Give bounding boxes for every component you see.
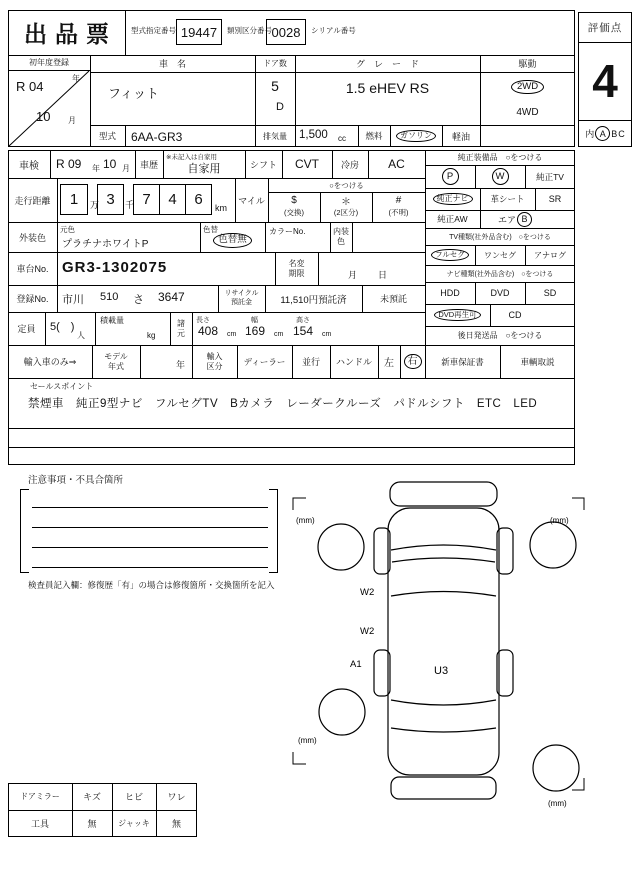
windshield-top-line <box>392 558 495 562</box>
power-window-cell <box>475 165 525 188</box>
sales-point-label: セールスポイント <box>30 382 94 391</box>
divider <box>8 428 575 429</box>
ac-value: AC <box>388 157 405 171</box>
mm-label-rear-left: (mm) <box>298 736 317 745</box>
divider <box>352 222 353 252</box>
sales-point-text: 禁煙車 純正9型ナビ フルセグTV Bカメラ レーダークルーズ パドルシフト ETC LED <box>28 398 538 410</box>
tv-type-header: TV種類(社外品含む) ○をつける <box>449 233 551 241</box>
legend-jack-none: 無 <box>171 819 181 829</box>
recycle-alt: 未預託 <box>379 294 407 304</box>
airbag-cell <box>480 210 550 228</box>
history-label: 車歴 <box>139 159 158 170</box>
interior-grade-row <box>578 120 632 147</box>
shaken-era: R 09 <box>56 157 82 171</box>
interior-grade-b: B <box>611 128 618 139</box>
divider <box>125 10 126 55</box>
mm-label-front-right: (mm) <box>550 516 569 525</box>
new-car-warranty: 新車保証書 <box>441 356 484 367</box>
history-value: 自家用 <box>187 163 221 175</box>
divider <box>8 252 426 253</box>
corner-mark-bottom-right <box>572 778 584 790</box>
first-reg-month-label: 月 <box>68 116 76 125</box>
notes-bracket-right <box>269 489 278 573</box>
damage-code-a1: A1 <box>350 659 362 670</box>
width-label: 幅 <box>251 317 258 324</box>
serial-label: シリアル番号 <box>311 26 356 35</box>
dvd-play-cell <box>425 304 490 326</box>
mileage-man-label: 万 <box>90 200 100 210</box>
power-window-circled: W <box>492 168 509 185</box>
divider <box>140 345 141 378</box>
length-unit: cm <box>227 331 237 338</box>
chassis-label: 車台No. <box>16 264 49 274</box>
inspector-note: 検査員記入欄：修復歴「有」の場合は修復箇所・交換箇所を記入 <box>28 580 275 590</box>
import-parallel: 並行 <box>301 357 320 367</box>
tread-circle-front-left <box>318 524 364 570</box>
mm-label-rear-right: (mm) <box>548 799 567 808</box>
vehicle-manual: 車輌取説 <box>520 356 555 367</box>
load-unit: kg <box>147 331 156 340</box>
legend-tools-none: 無 <box>87 819 97 829</box>
registration-number: 3647 <box>158 290 185 304</box>
mile-label: マイル <box>238 195 265 206</box>
mile-circle-note: ○をつける <box>329 181 364 190</box>
height-value: 154 <box>293 324 314 338</box>
first-reg-era-value: R 04 <box>16 79 44 94</box>
tread-circle-rear-right <box>533 745 579 791</box>
corner-mark-top-left <box>293 498 306 510</box>
damage-code-w2-1: W2 <box>360 587 375 598</box>
mileage-sen-label: 千 <box>125 200 135 210</box>
first-reg-month-value: 10 <box>36 109 51 124</box>
legend-door-mirror: ドアミラー <box>20 792 60 801</box>
score-value: 4 <box>592 55 618 107</box>
divider <box>57 285 58 312</box>
divider <box>57 252 58 285</box>
notes-bracket-left <box>20 489 29 573</box>
legend-scratch: キズ <box>83 792 101 802</box>
navi-dvd: DVD <box>490 288 510 298</box>
divider <box>192 312 193 345</box>
legend-crack: ヒビ <box>124 792 143 802</box>
model-code-value: 19447 <box>176 19 222 45</box>
corner-mark-bottom-left <box>293 752 306 764</box>
fuel-label: 燃料 <box>365 131 383 141</box>
power-steering-cell <box>425 165 475 188</box>
model-year-label-cell <box>92 345 140 378</box>
damage-code-u3: U3 <box>434 665 449 677</box>
orig-color-label: 元色 <box>60 225 75 234</box>
class-code-label: 類別区分番号 <box>227 26 272 35</box>
fuel-gasoline-circled: ガソリン <box>396 130 436 143</box>
car-name-value: フィット <box>108 86 159 101</box>
first-reg-label: 初年度登録 <box>29 58 69 67</box>
fullseg-circled: フルセグ <box>431 249 469 261</box>
rear-window-base-line <box>391 728 496 732</box>
mileage-digit-1: 1 <box>60 184 88 215</box>
interior-grade-c: C <box>618 128 625 139</box>
notes-line <box>32 547 268 548</box>
spec-label: 諸元 <box>177 318 185 338</box>
hood-line <box>391 545 496 550</box>
divider <box>57 178 58 222</box>
mileage-km-label: km <box>215 203 227 213</box>
navi-hdd: HDD <box>440 288 460 298</box>
interior-color-label-cell <box>330 222 352 252</box>
navi-sd: SD <box>543 288 557 298</box>
class-code-value: 0028 <box>266 19 306 45</box>
divider <box>8 312 426 313</box>
handle-label: ハンドル <box>335 357 372 367</box>
length-label: 長さ <box>196 317 210 324</box>
interior-grade-a-circled: A <box>595 126 610 141</box>
mileage-label: 走行距離 <box>14 195 51 206</box>
analog: アナログ <box>534 250 566 260</box>
length-value: 408 <box>198 324 219 338</box>
genuine-navi-cell <box>425 188 480 210</box>
oneseg: ワンセグ <box>484 250 516 260</box>
color-no-label: カラーNo. <box>269 227 306 236</box>
legend-jack: ジャッキ <box>118 819 150 828</box>
divider <box>8 222 426 223</box>
ac-label: 冷房 <box>340 159 359 170</box>
capacity-label: 定員 <box>17 324 36 334</box>
registration-kana: さ <box>133 294 144 306</box>
car-diagram <box>288 470 608 815</box>
front-bumper-outline <box>390 482 497 506</box>
power-steering-circled: P <box>442 168 459 185</box>
mile-opt2: ＊ <box>341 196 351 208</box>
equip-header: 純正装備品 ○をつける <box>457 153 543 162</box>
interior-grade-label: 内 <box>585 129 595 139</box>
divider <box>57 222 58 252</box>
recycle-value: 11,510円預託済 <box>280 294 347 306</box>
drive-4wd: 4WD <box>516 107 539 118</box>
legend-break: ワレ <box>167 792 186 802</box>
import-class-label-cell <box>192 345 237 378</box>
divider <box>45 312 46 345</box>
displacement-unit: cc <box>338 134 346 143</box>
car-name-label: 車 名 <box>158 59 186 69</box>
mileage-digit-5: 6 <box>185 184 212 215</box>
model-label: 型式 <box>98 131 116 141</box>
shaken-year-label: 年 <box>92 164 100 173</box>
mileage-digit-3: 7 <box>133 184 160 215</box>
name-change-label: 名変期限 <box>288 258 305 278</box>
divider <box>125 125 126 147</box>
mile-opt3: # <box>395 194 402 206</box>
spec-label-cell <box>170 312 192 345</box>
mile-opt3-sub: (不明) <box>388 208 409 217</box>
mile-opt1-sub: (交換) <box>284 208 304 217</box>
recycle-label: リサイクル預託金 <box>224 289 259 306</box>
first-reg-era-label: 年 <box>72 74 80 83</box>
sheet-title: 出品票 <box>24 21 117 47</box>
history-note: ※未記入は自家用 <box>166 154 217 161</box>
handle-left: 左 <box>384 358 394 369</box>
mile-opt1: $ <box>291 194 297 206</box>
tread-circle-front-right <box>530 522 576 568</box>
shaken-label: 車検 <box>19 160 39 172</box>
notes-line <box>32 527 268 528</box>
chassis-value: GR3-1302075 <box>62 259 168 276</box>
import-label: 輸入車のみ⇒ <box>23 357 77 367</box>
registration-area: 市川 <box>62 294 84 306</box>
mileage-digit-4: 4 <box>159 184 186 215</box>
grade-label: グ レ ー ド <box>355 59 419 69</box>
divider <box>90 72 575 73</box>
doors-value: 5 <box>271 78 279 94</box>
model-year-label: モデル年式 <box>104 351 128 371</box>
genuine-aw: 純正AW <box>437 214 468 224</box>
displacement-value: 1,500 <box>299 129 328 141</box>
doors-label: ドア数 <box>263 59 287 68</box>
genuine-navi-circled: 純正ナビ <box>433 193 473 206</box>
width-value: 169 <box>245 324 266 338</box>
color-change-cell <box>200 231 265 250</box>
divider <box>8 378 575 379</box>
height-unit: cm <box>322 331 332 338</box>
fullseg-cell <box>425 245 475 265</box>
mile-opt2-sub: (2区分) <box>333 208 359 217</box>
rear-window-top-line <box>391 700 496 705</box>
fuel-gasoline-cell <box>390 125 442 147</box>
capacity-unit: 人 <box>77 331 85 340</box>
import-class-label: 輸入区分 <box>206 351 223 371</box>
color-change-label: 色替 <box>203 225 218 234</box>
divider <box>95 312 96 345</box>
notes-line <box>32 507 268 508</box>
drive-2wd-cell <box>480 74 575 100</box>
dvd-play-circled: DVD再生可 <box>434 309 480 321</box>
registration-label: 登録No. <box>16 294 49 304</box>
handle-right-circled: 右 <box>404 354 422 370</box>
name-change-label-cell <box>275 252 318 285</box>
damage-code-w2-2: W2 <box>360 626 375 637</box>
model-year-unit: 年 <box>176 360 186 370</box>
divider <box>8 447 575 448</box>
shaken-month-label: 月 <box>122 164 130 173</box>
genuine-tv: 純正TV <box>536 171 564 182</box>
recycle-label-cell <box>218 285 265 312</box>
leather-seat: 革シート <box>490 194 525 204</box>
mileage-digit-2: 3 <box>97 184 124 215</box>
model-code-label: 型式指定番号 <box>131 26 176 35</box>
legend-tools: 工具 <box>30 819 49 829</box>
displacement-label: 排気量 <box>263 131 287 141</box>
model-value: 6AA-GR3 <box>131 130 183 144</box>
navi-type-header: ナビ種類(社外品含む) ○をつける <box>446 270 554 278</box>
registration-class: 510 <box>100 291 119 303</box>
airbag-label: エア <box>497 214 516 225</box>
capacity-value: 5( ) <box>50 321 75 333</box>
ship-later-header: 後日発送品 ○をつける <box>457 331 543 340</box>
rear-bumper-outline <box>391 777 496 799</box>
width-unit: cm <box>274 331 284 338</box>
fuel-diesel: 軽油 <box>451 131 470 142</box>
color-change-circled: 色替無 <box>213 233 252 248</box>
shift-value: CVT <box>295 157 319 171</box>
divider <box>90 125 575 126</box>
airbag-circled: B <box>517 212 532 227</box>
exterior-color-label: 外装色 <box>18 232 46 243</box>
windshield-base-line <box>391 592 496 597</box>
corner-mark-top-right <box>572 498 584 510</box>
doors-sub: D <box>276 101 284 113</box>
name-change-day: 日 <box>378 270 388 280</box>
tread-circle-rear-left <box>319 689 365 735</box>
height-label: 高さ <box>296 317 310 324</box>
divider <box>50 150 51 178</box>
load-label: 積載量 <box>100 316 124 325</box>
score-label: 評価点 <box>587 21 623 34</box>
divider <box>265 222 266 252</box>
interior-color-label: 内装色 <box>333 227 349 246</box>
mm-label-front-left: (mm) <box>296 516 315 525</box>
import-dealer: ディーラー <box>243 356 286 367</box>
handle-right-cell <box>400 345 425 378</box>
divider <box>318 252 319 285</box>
cd: CD <box>508 310 522 320</box>
notes-label: 注意事項・不具合箇所 <box>28 475 124 486</box>
grade-value: 1.5 eHEV RS <box>345 80 430 96</box>
name-change-month: 月 <box>348 270 358 280</box>
orig-color-value: プラチナホワイトP <box>62 239 149 250</box>
shift-label: シフト <box>249 159 277 170</box>
sunroof: SR <box>548 194 562 204</box>
notes-line <box>32 567 268 568</box>
drive-label: 駆動 <box>518 59 537 69</box>
shaken-month: 10 <box>103 157 117 171</box>
drive-2wd-circled: 2WD <box>511 80 544 95</box>
